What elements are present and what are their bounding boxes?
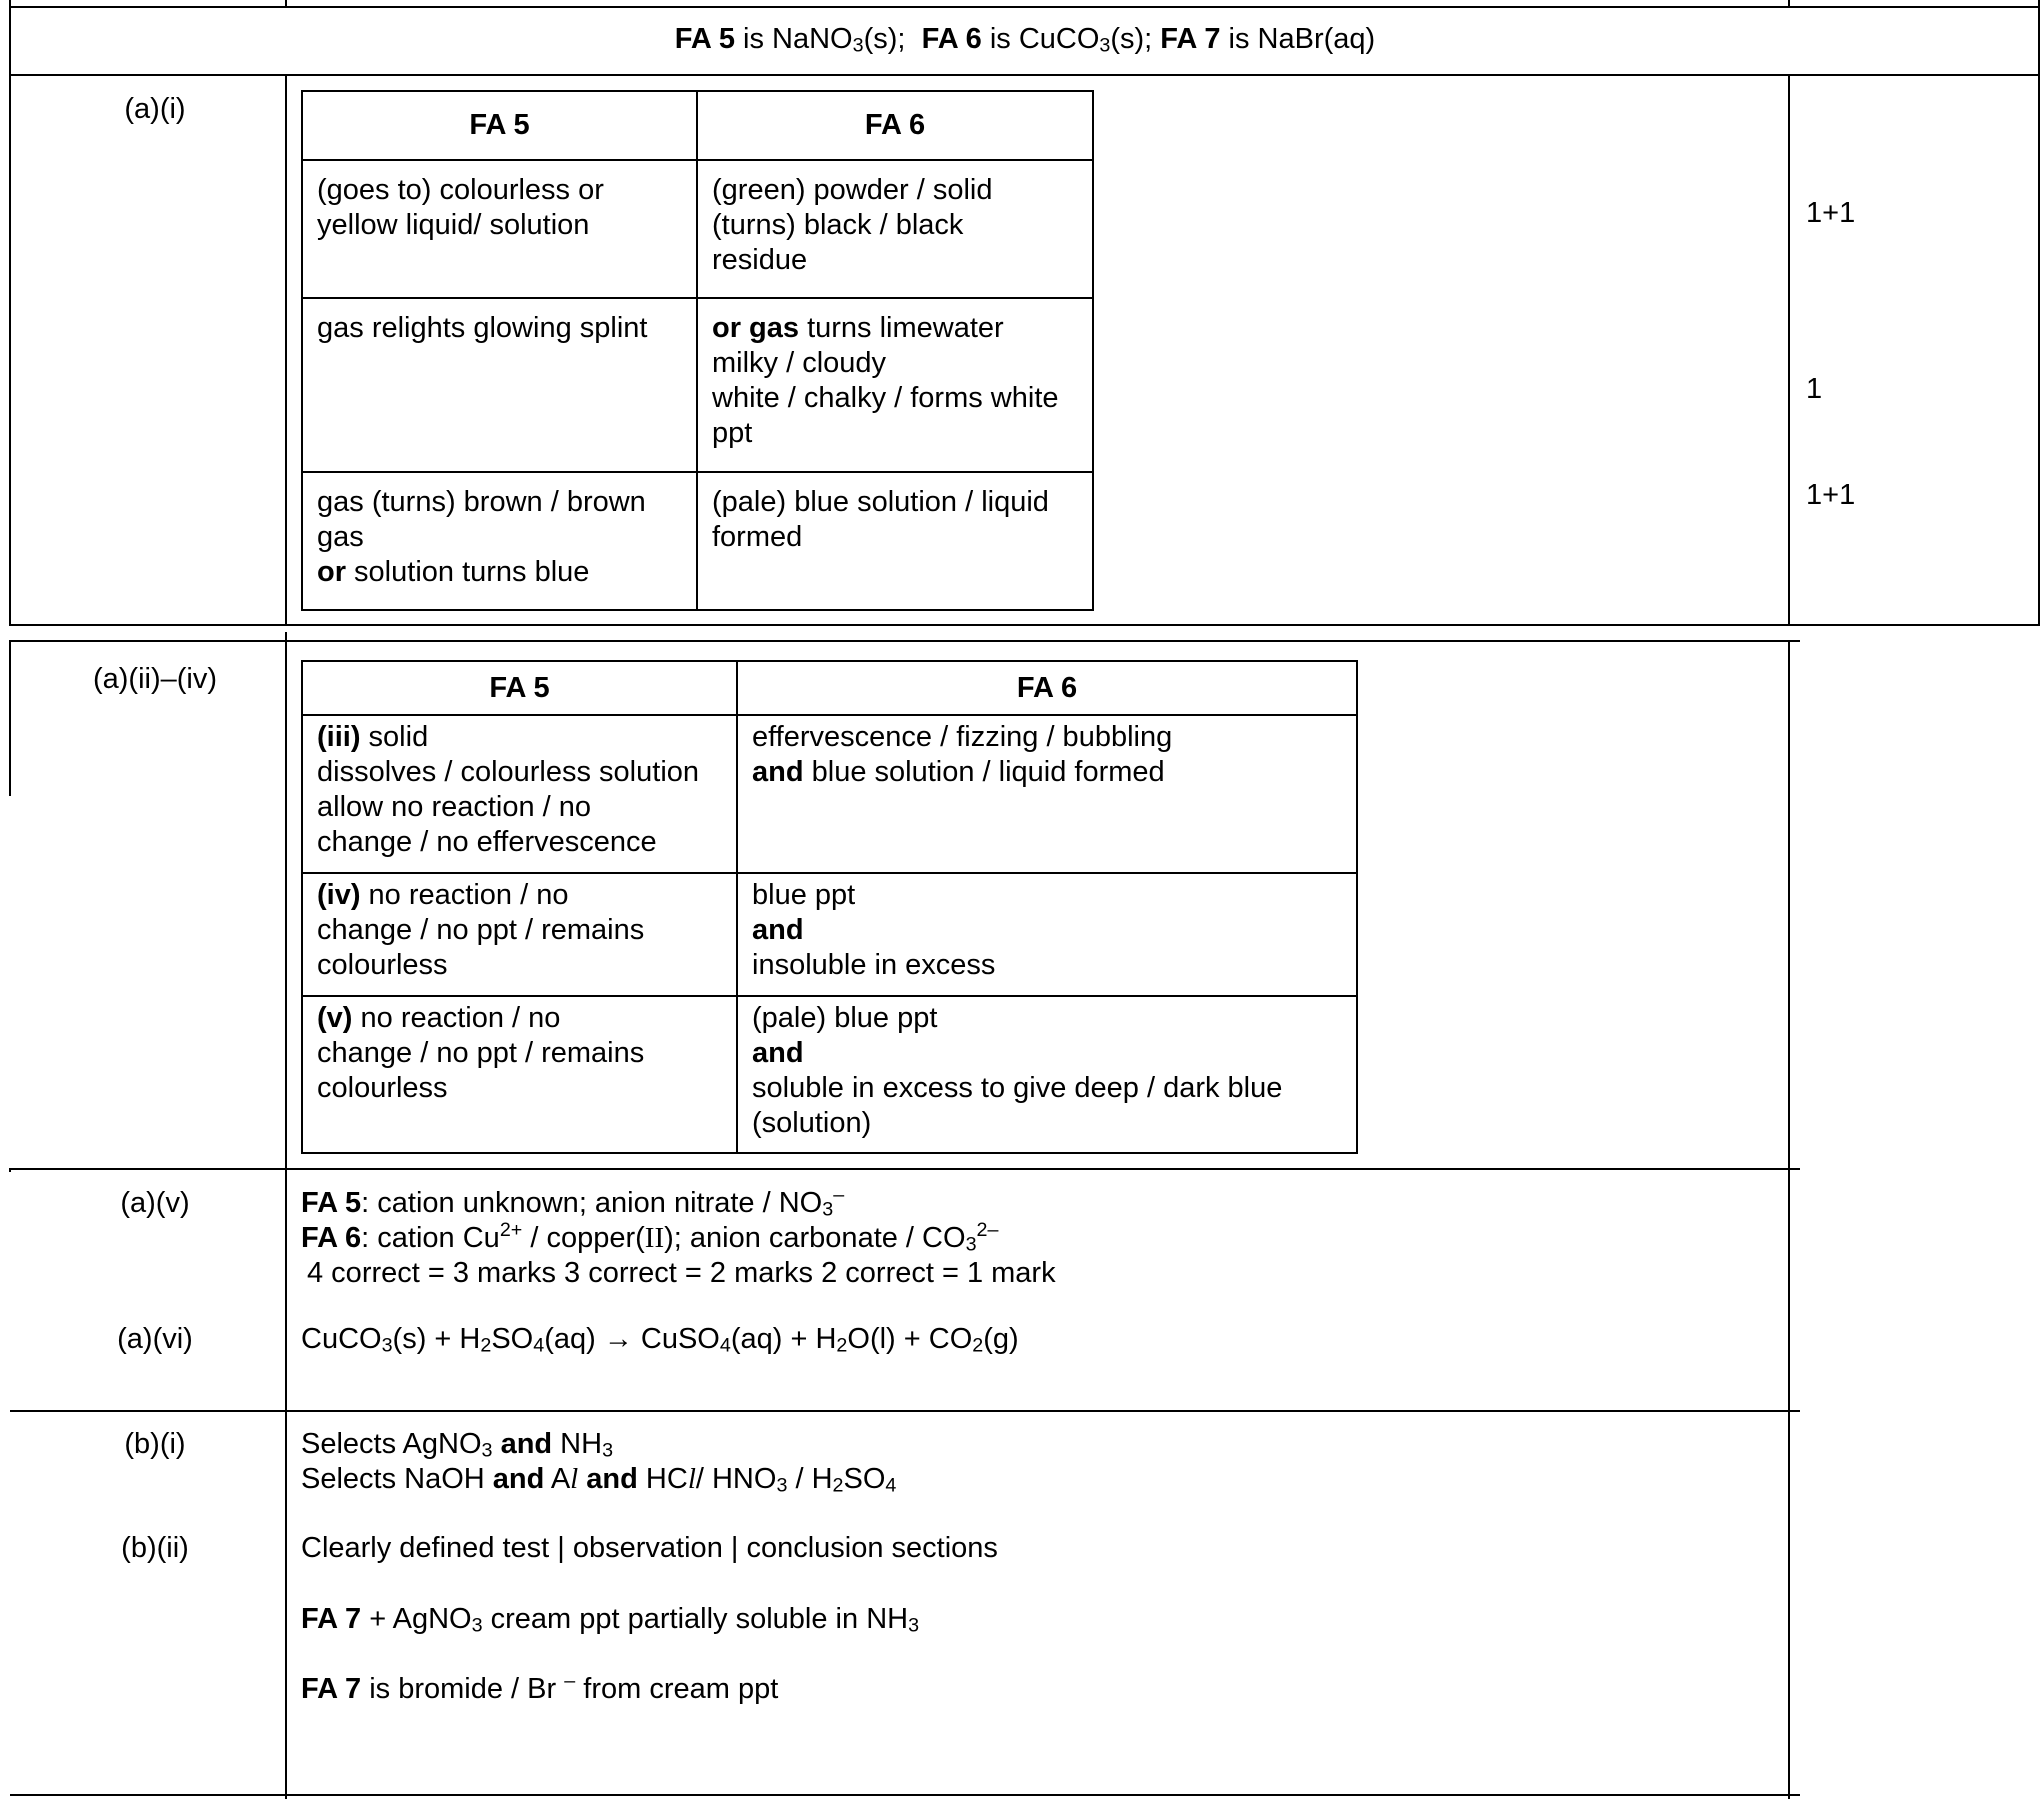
b-line-4: FA 7 + AgNO$_3$ cream ppt partially soluble in $NH_3$ (301, 1603, 920, 1637)
rule-b (10, 1410, 1800, 1412)
label-a-vi: (a)(vi) (117, 1323, 193, 1355)
table-a-ii-iv (301, 660, 1358, 1154)
label-a-ii-iv: (a)(ii)–(iv) (92, 663, 218, 695)
av-marks-line: 4 correct = 3 marks 3 correct = 2 marks 2 correct = 1 mark (307, 1257, 1056, 1289)
av-line-fa6: FA 6: cation $Cu^{2+}$ / copper(II); anion carbonate / $CO_3^{2-}$ (301, 1219, 999, 1256)
cell-ai-r1c2: (green) powder / solid (turns) black / black residue (697, 160, 1093, 298)
right-border-1 (2038, 0, 2040, 626)
col-fa5: FA 5 (302, 91, 697, 160)
bottom-rule (10, 1794, 1800, 1796)
col-fa5-2: FA 5 (302, 661, 737, 715)
table-a-i (301, 90, 1094, 611)
cell-aii-r1c1: (iii) solid dissolves / colourless solution allow no reaction / no change / no effervescence (302, 715, 737, 873)
label-a-v: (a)(v) (120, 1187, 190, 1219)
label-b-i: (b)(i) (124, 1428, 186, 1460)
label-b-ii: (b)(ii) (121, 1532, 189, 1564)
block2-top-rule (10, 640, 1800, 642)
equation: CuCO$_3$(s) + $H_2SO_4(aq)$ → CuSO$_4$(aq) + $H_2O(l) + CO_2(g)$ (301, 1323, 1019, 1357)
cell-aii-r2c2: blue ppt and insoluble in excess (737, 873, 1357, 996)
cell-aii-r1c2: effervescence / fizzing / bubbling and blue solution / liquid formed (737, 715, 1357, 873)
block1-bottom-rule (10, 624, 2040, 626)
col-fa6-2: FA 6 (737, 661, 1357, 715)
label-divider-1 (285, 74, 287, 626)
label-a-i: (a)(i) (124, 93, 186, 125)
mark-divider-2 (1788, 640, 1790, 1799)
b-line-5: FA 7 is bromide / Br – from cream ppt (301, 1670, 779, 1705)
mark-divider-1 (1788, 74, 1790, 626)
mark-ai-3: 1+1 (1806, 479, 1856, 511)
cell-ai-r2c1: gas relights glowing splint (302, 298, 697, 472)
b-line-3: Clearly defined test | observation | conclusion sections (301, 1532, 998, 1564)
cell-aii-r2c1: (iv) no reaction / no change / no ppt / remains colourless (302, 873, 737, 996)
left-border-2b (9, 1168, 11, 1172)
col-fa6: FA 6 (697, 91, 1093, 160)
b-line-2: Selects NaOH and Al and HCl/ $HNO_3 / H_2SO_4$ (301, 1463, 897, 1497)
b-line-1: Selects AgNO$_3$ and $NH_3$ (301, 1428, 614, 1462)
mark-ai-1: 1+1 (1806, 197, 1856, 229)
mark-divider-top (1788, 0, 1790, 8)
cell-aii-r3c2: (pale) blue ppt and soluble in excess to give deep / dark blue (solution) (737, 996, 1357, 1153)
header-rule (10, 74, 2040, 76)
cell-ai-r3c2: (pale) blue solution / liquid formed (697, 472, 1093, 610)
cell-ai-r1c1: (goes to) colourless or yellow liquid/ solution (302, 160, 697, 298)
header-title: FA 5 is NaNO$_3$(s); FA 6 is CuCO$_3$(s); FA 7 is NaBr(aq) (674, 23, 1376, 57)
top-rule (10, 6, 2040, 8)
av-line-fa5: FA 5: cation unknown; anion nitrate / $NO_3^-$ (301, 1184, 845, 1221)
label-divider-top (285, 0, 287, 8)
cell-aii-r3c1: (v) no reaction / no change / no ppt / remains colourless (302, 996, 737, 1153)
cell-ai-r2c2: or gas turns limewater milky / cloudy white / chalky / forms white ppt (697, 298, 1093, 472)
mark-ai-2: 1 (1806, 373, 1823, 405)
cell-ai-r3c1: gas (turns) brown / brown gas or solution turns blue (302, 472, 697, 610)
rule-av (10, 1168, 1800, 1170)
